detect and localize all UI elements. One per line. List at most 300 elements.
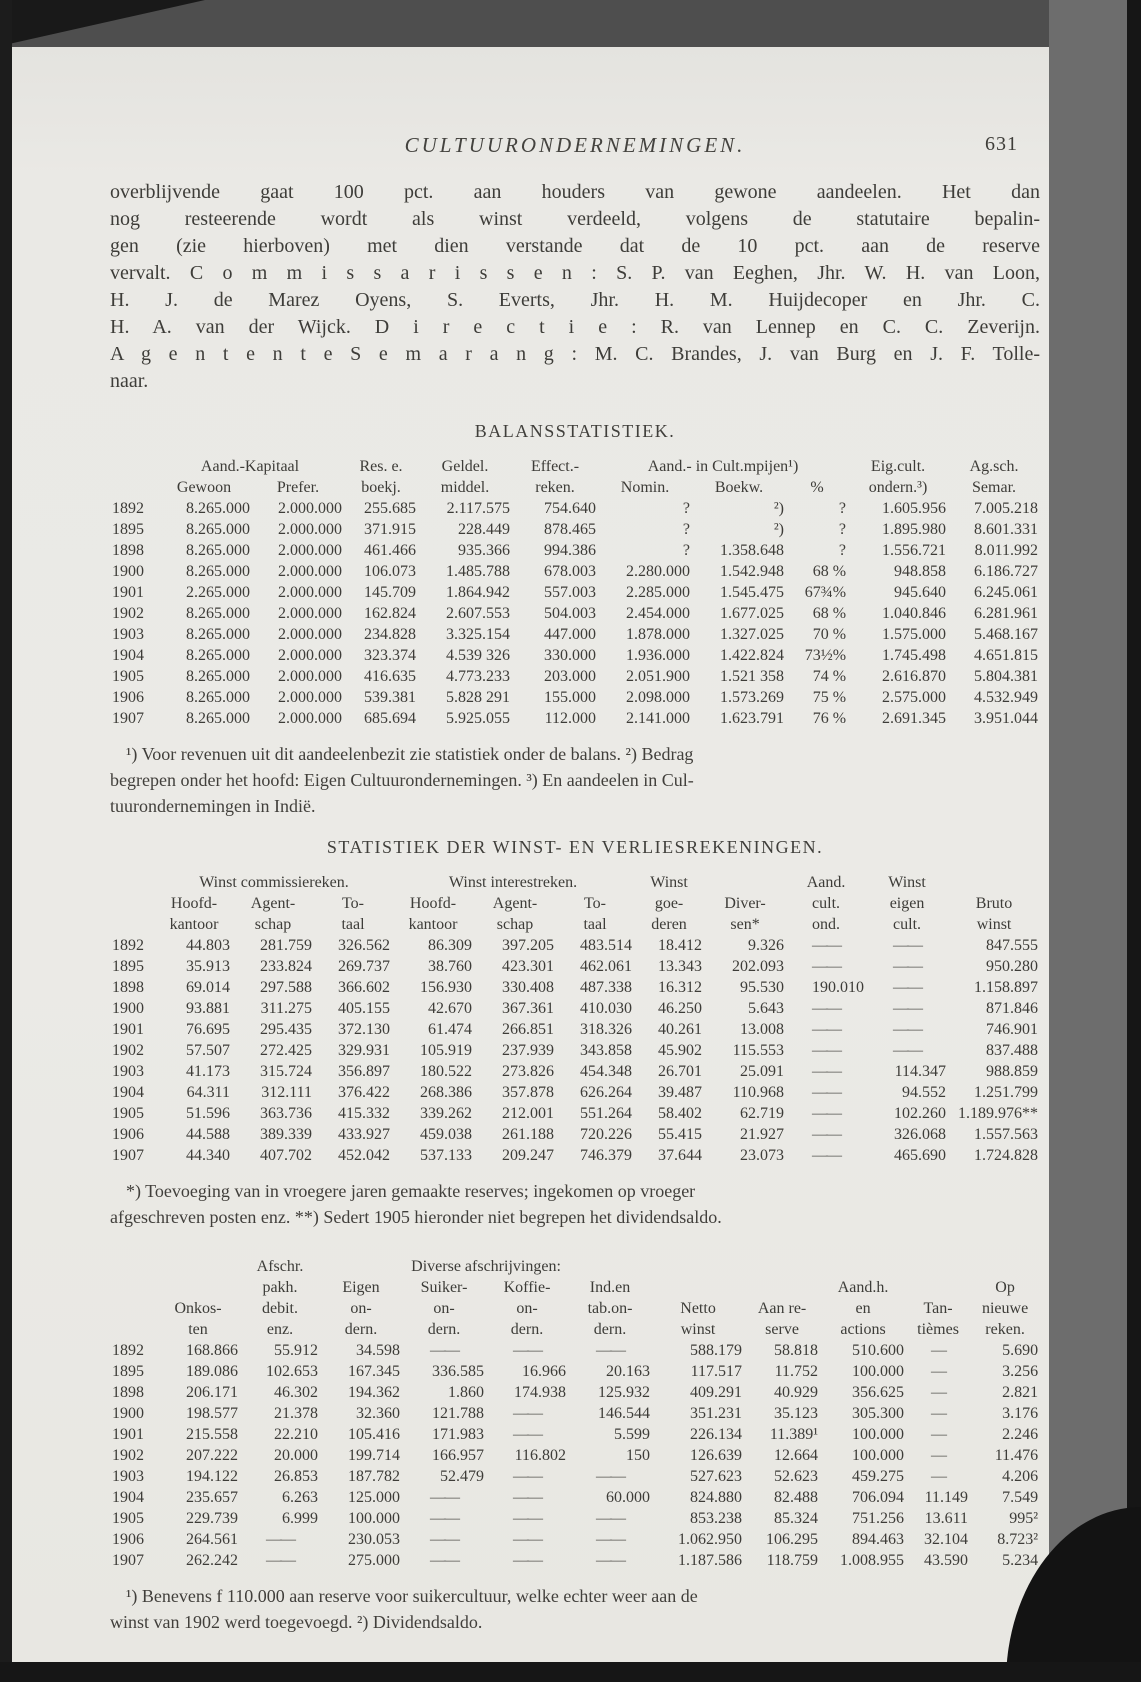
value-cell: 371.915 xyxy=(364,521,416,538)
value-cell: 12.664 xyxy=(774,1447,819,1464)
year-cell: 1892 xyxy=(112,500,144,517)
table-row xyxy=(110,708,1040,729)
value-cell: 1.251.799 xyxy=(974,1084,1039,1101)
year-cell: 1904 xyxy=(112,647,144,664)
value-cell: 433.927 xyxy=(338,1126,390,1143)
value-cell: 5.234 xyxy=(1002,1552,1039,1569)
value-cell: —— xyxy=(893,1000,922,1017)
value-cell: 264.561 xyxy=(186,1531,238,1548)
value-cell: 537.133 xyxy=(420,1147,472,1164)
value-cell: 110.968 xyxy=(732,1084,785,1101)
value-cell: 2.000.000 xyxy=(278,668,342,685)
column-header xyxy=(110,456,156,477)
value-cell: —— xyxy=(812,1042,841,1059)
value-cell: 73½% xyxy=(804,647,847,664)
value-cell: 945.640 xyxy=(894,584,947,601)
value-cell: —— xyxy=(893,979,922,996)
table-row xyxy=(110,519,1040,540)
value-cell: 233.824 xyxy=(260,958,312,975)
value-cell: 1.327.025 xyxy=(720,626,784,643)
column-header: cult. xyxy=(812,895,841,912)
value-cell: 326.562 xyxy=(338,937,390,954)
value-cell: 13.611 xyxy=(924,1510,969,1527)
afschrijvingen-table xyxy=(110,1256,1040,1571)
value-cell: 837.488 xyxy=(986,1042,1039,1059)
value-cell: 318.326 xyxy=(580,1021,633,1038)
column-header: Prefer. xyxy=(276,479,320,496)
value-cell: 187.782 xyxy=(348,1468,400,1485)
value-cell: 146.544 xyxy=(598,1405,651,1422)
column-header: Eigen xyxy=(342,1279,380,1296)
column-header xyxy=(110,914,156,935)
year-cell: 1898 xyxy=(112,979,144,996)
year-cell: 1901 xyxy=(112,1426,144,1443)
value-cell: 21.927 xyxy=(740,1126,785,1143)
value-cell: 20.163 xyxy=(606,1363,651,1380)
value-cell: 262.242 xyxy=(186,1552,238,1569)
value-cell: 1.358.648 xyxy=(720,542,784,559)
value-cell: 8.265.000 xyxy=(186,563,250,580)
value-cell: 1.557.563 xyxy=(974,1126,1039,1143)
value-cell: 68 % xyxy=(812,563,847,580)
table-row xyxy=(110,1529,1040,1550)
value-cell: 935.366 xyxy=(458,542,510,559)
value-cell: 82.488 xyxy=(774,1489,819,1506)
value-cell: 34.598 xyxy=(356,1342,400,1359)
column-header: Semar. xyxy=(972,479,1017,496)
value-cell: 336.585 xyxy=(432,1363,484,1380)
value-cell: 1.485.788 xyxy=(446,563,510,580)
year-cell: 1907 xyxy=(112,1147,144,1164)
scan-artifact-bottom-band xyxy=(0,1662,1141,1682)
table-row xyxy=(110,1082,1040,1103)
chapter-title: CULTUURONDERNEMINGEN. xyxy=(404,133,746,157)
value-cell: 70 % xyxy=(812,626,847,643)
value-cell: 11.389¹ xyxy=(769,1426,819,1443)
table-row xyxy=(110,977,1040,998)
value-cell: —— xyxy=(812,937,841,954)
value-cell: 9.326 xyxy=(748,937,785,954)
value-cell: 26.701 xyxy=(658,1063,703,1080)
column-header: Effect.- xyxy=(530,458,580,475)
value-cell: —— xyxy=(513,1489,541,1506)
table-row xyxy=(110,956,1040,977)
value-cell: 527.623 xyxy=(690,1468,743,1485)
column-header xyxy=(110,872,156,893)
value-cell: 363.736 xyxy=(260,1105,312,1122)
column-header: Geldel. xyxy=(441,458,489,475)
footnote-afschrijvingen xyxy=(110,1583,1040,1635)
value-cell: 102.260 xyxy=(894,1105,947,1122)
value-cell: 1.860 xyxy=(448,1384,484,1401)
table-row xyxy=(110,1061,1040,1082)
page-number: 631 xyxy=(985,133,1018,155)
value-cell: 51.596 xyxy=(186,1105,230,1122)
value-cell: 202.093 xyxy=(732,958,785,975)
paragraph-line: H. J. de Marez Oyens, S. Everts, Jhr. H. M. Huijdecoper en Jhr. C. xyxy=(110,289,1040,311)
value-cell: 43.590 xyxy=(924,1552,969,1569)
table-row xyxy=(110,1040,1040,1061)
column-header: on- xyxy=(516,1300,538,1317)
year-cell: 1892 xyxy=(112,1342,144,1359)
value-cell: 207.222 xyxy=(186,1447,238,1464)
value-cell: 2.141.000 xyxy=(626,710,690,727)
value-cell: 20.000 xyxy=(274,1447,318,1464)
value-cell: 100.000 xyxy=(852,1363,905,1380)
column-header: Res. e. xyxy=(359,458,403,475)
value-cell: —— xyxy=(430,1342,458,1359)
column-header: schap xyxy=(254,916,292,933)
value-cell: 64.311 xyxy=(186,1084,230,1101)
footnote-line: winst van 1902 werd toegevoegd. ²) Dividendsaldo. xyxy=(110,1612,483,1632)
table-row xyxy=(110,935,1040,956)
table-header-row xyxy=(110,1298,1040,1319)
value-cell: 326.068 xyxy=(894,1126,947,1143)
value-cell: 357.878 xyxy=(502,1084,554,1101)
value-cell: 539.381 xyxy=(364,689,416,706)
value-cell: 754.640 xyxy=(544,500,596,517)
value-cell: 35.913 xyxy=(186,958,230,975)
value-cell: 100.000 xyxy=(852,1426,905,1443)
column-header: actions xyxy=(840,1321,886,1338)
value-cell: 86.309 xyxy=(428,937,472,954)
year-cell: 1900 xyxy=(112,1000,144,1017)
value-cell: 405.155 xyxy=(338,1000,390,1017)
value-cell: —— xyxy=(513,1510,541,1527)
year-cell: 1906 xyxy=(112,1531,144,1548)
year-cell: 1900 xyxy=(112,1405,144,1422)
value-cell: 2.265.000 xyxy=(186,584,250,601)
value-cell: 272.425 xyxy=(260,1042,312,1059)
value-cell: 194.122 xyxy=(186,1468,238,1485)
column-header: To- xyxy=(584,895,606,912)
column-header: sen* xyxy=(730,916,760,933)
book-page xyxy=(12,47,1056,1664)
column-header: on- xyxy=(433,1300,455,1317)
table-row xyxy=(110,540,1040,561)
column-header: ond. xyxy=(812,916,841,933)
value-cell: —— xyxy=(812,1126,841,1143)
column-header: en xyxy=(855,1300,871,1317)
year-cell: 1902 xyxy=(112,1447,144,1464)
value-cell: 75 % xyxy=(812,689,847,706)
value-cell: 410.030 xyxy=(580,1000,633,1017)
value-cell: 52.479 xyxy=(440,1468,484,1485)
paragraph-line: gen (zie hierboven) met dien verstande dat de 10 pct. aan de reserve xyxy=(110,235,1040,257)
value-cell: —— xyxy=(513,1552,541,1569)
value-cell: 52.623 xyxy=(774,1468,819,1485)
body-paragraph xyxy=(110,179,1040,395)
value-cell: 1.745.498 xyxy=(882,647,947,664)
column-header: Diverse afschrijvingen: xyxy=(411,1258,561,1275)
value-cell: 167.345 xyxy=(348,1363,400,1380)
value-cell: —— xyxy=(812,1063,841,1080)
value-cell: 330.000 xyxy=(544,647,596,664)
value-cell: 356.625 xyxy=(852,1384,905,1401)
value-cell: 5.643 xyxy=(748,1000,785,1017)
value-cell: —— xyxy=(812,958,841,975)
value-cell: 40.929 xyxy=(774,1384,819,1401)
value-cell: 1.542.948 xyxy=(720,563,784,580)
value-cell: 1.677.025 xyxy=(720,605,784,622)
value-cell: 23.073 xyxy=(740,1147,785,1164)
column-header: middel. xyxy=(440,479,490,496)
value-cell: 8.265.000 xyxy=(186,542,250,559)
value-cell: 4.532.949 xyxy=(974,689,1039,706)
value-cell: 1.062.950 xyxy=(678,1531,743,1548)
value-cell: 1.008.955 xyxy=(840,1552,905,1569)
value-cell: 295.435 xyxy=(260,1021,312,1038)
section-title-balansstatistiek: BALANSSTATISTIEK. xyxy=(474,421,676,441)
value-cell: ? xyxy=(682,500,690,517)
value-cell: 459.038 xyxy=(420,1126,472,1143)
value-cell: ? xyxy=(838,521,847,538)
value-cell: 8.601.331 xyxy=(974,521,1039,538)
value-cell: 155.000 xyxy=(544,689,596,706)
value-cell: 751.256 xyxy=(852,1510,905,1527)
value-cell: 2.000.000 xyxy=(278,563,342,580)
value-cell: 199.714 xyxy=(348,1447,400,1464)
value-cell: 106.295 xyxy=(766,1531,819,1548)
value-cell: 105.919 xyxy=(420,1042,472,1059)
table-header-row xyxy=(110,1319,1040,1340)
value-cell: 416.635 xyxy=(364,668,416,685)
value-cell: 1.422.824 xyxy=(720,647,784,664)
value-cell: 1.575.000 xyxy=(882,626,947,643)
value-cell: 367.361 xyxy=(502,1000,554,1017)
value-cell: 21.378 xyxy=(274,1405,318,1422)
value-cell: 2.616.870 xyxy=(882,668,947,685)
value-cell: 372.130 xyxy=(338,1021,390,1038)
value-cell: —— xyxy=(596,1531,625,1548)
footnote-line: *) Toevoeging van in vroegere jaren gemaakte reserves; ingekomen op vroeger xyxy=(126,1181,696,1201)
table-row xyxy=(110,687,1040,708)
column-header: Aand.-Kapitaal xyxy=(200,458,300,475)
value-cell: 255.685 xyxy=(364,500,416,517)
column-header: enz. xyxy=(266,1321,294,1338)
value-cell: 2.000.000 xyxy=(278,521,342,538)
year-cell: 1905 xyxy=(112,1510,144,1527)
value-cell: 266.851 xyxy=(502,1021,554,1038)
year-cell: 1904 xyxy=(112,1084,144,1101)
value-cell: 5.468.167 xyxy=(974,626,1039,643)
value-cell: 7.005.218 xyxy=(974,500,1039,517)
column-header: Ag.sch. xyxy=(969,458,1019,475)
value-cell: —— xyxy=(812,1147,841,1164)
column-header: reken. xyxy=(985,1321,1025,1338)
column-header: % xyxy=(810,479,824,496)
column-header: winst xyxy=(976,916,1012,933)
value-cell: 228.449 xyxy=(458,521,510,538)
value-cell: 156.930 xyxy=(420,979,472,996)
value-cell: 69.014 xyxy=(186,979,230,996)
value-cell: 409.291 xyxy=(690,1384,743,1401)
value-cell: 125.932 xyxy=(598,1384,651,1401)
column-header: To- xyxy=(342,895,364,912)
footnote-line: afgeschreven posten enz. **) Sedert 1905 hieronder niet begrepen het dividendsaldo. xyxy=(110,1207,722,1227)
value-cell: 948.858 xyxy=(894,563,947,580)
value-cell: —— xyxy=(812,1105,841,1122)
value-cell: 847.555 xyxy=(986,937,1039,954)
running-head xyxy=(110,133,1040,159)
value-cell: 38.760 xyxy=(428,958,472,975)
value-cell: 329.931 xyxy=(338,1042,390,1059)
column-header: Op xyxy=(995,1279,1015,1296)
value-cell: 67¾% xyxy=(804,584,847,601)
value-cell: 305.300 xyxy=(852,1405,905,1422)
value-cell: 235.657 xyxy=(186,1489,238,1506)
value-cell: — xyxy=(931,1363,946,1380)
value-cell: 2.051.900 xyxy=(626,668,690,685)
value-cell: 102.653 xyxy=(266,1363,318,1380)
footnote-line: tuurondernemingen in Indië. xyxy=(110,796,316,816)
year-cell: 1907 xyxy=(112,710,144,727)
table-row xyxy=(110,1508,1040,1529)
value-cell: 366.602 xyxy=(338,979,390,996)
value-cell: 2.000.000 xyxy=(278,689,342,706)
column-header xyxy=(652,1256,1040,1277)
value-cell: 2.000.000 xyxy=(278,542,342,559)
value-cell: 190.010 xyxy=(812,979,865,996)
value-cell: 230.053 xyxy=(348,1531,400,1548)
value-cell: 281.759 xyxy=(260,937,312,954)
value-cell: 44.588 xyxy=(186,1126,230,1143)
value-cell: 8.011.992 xyxy=(974,542,1039,559)
table-header-row xyxy=(110,477,1040,498)
value-cell: 145.709 xyxy=(364,584,416,601)
value-cell: 343.858 xyxy=(580,1042,633,1059)
paragraph-line: overblijvende gaat 100 pct. aan houders van gewone aandeelen. Het dan xyxy=(110,181,1040,203)
column-header: Winst xyxy=(888,874,926,891)
value-cell: 55.912 xyxy=(274,1342,318,1359)
year-cell: 1906 xyxy=(112,1126,144,1143)
value-cell: 397.205 xyxy=(502,937,554,954)
table-row xyxy=(110,1466,1040,1487)
value-cell: 116.802 xyxy=(514,1447,566,1464)
column-header: pakh. xyxy=(262,1279,298,1296)
value-cell: 13.343 xyxy=(658,958,703,975)
table-row xyxy=(110,1487,1040,1508)
table-row xyxy=(110,603,1040,624)
value-cell: 2.246 xyxy=(1002,1426,1039,1443)
column-header: kantoor xyxy=(408,916,458,933)
column-header: Eig.cult. xyxy=(870,458,926,475)
value-cell: 226.134 xyxy=(690,1426,743,1443)
column-header xyxy=(110,477,156,498)
column-header: winst xyxy=(680,1321,716,1338)
value-cell: 46.250 xyxy=(658,1000,703,1017)
value-cell: 41.173 xyxy=(186,1063,230,1080)
value-cell: 112.000 xyxy=(544,710,596,727)
table-row xyxy=(110,498,1040,519)
table-row xyxy=(110,624,1040,645)
column-header: Koffie- xyxy=(503,1279,551,1296)
value-cell: 5.828 291 xyxy=(446,689,510,706)
value-cell: 13.008 xyxy=(740,1021,785,1038)
value-cell: 1.936.000 xyxy=(626,647,690,664)
value-cell: 2.000.000 xyxy=(278,605,342,622)
value-cell: 44.803 xyxy=(186,937,230,954)
column-header: Gewoon xyxy=(176,479,232,496)
column-header: ondern.³) xyxy=(868,479,928,496)
value-cell: 626.264 xyxy=(580,1084,633,1101)
value-cell: 1.724.828 xyxy=(974,1147,1039,1164)
value-cell: 2.575.000 xyxy=(882,689,947,706)
year-cell: 1903 xyxy=(112,626,144,643)
value-cell: —— xyxy=(893,1042,922,1059)
column-header: taal xyxy=(341,916,365,933)
value-cell: 5.690 xyxy=(1002,1342,1039,1359)
value-cell: 1.521 358 xyxy=(720,668,784,685)
value-cell: — xyxy=(931,1426,946,1443)
paragraph-line: A g e n t e n t e S e m a r a n g : M. C. Brandes, J. van Burg en J. F. Tolle- xyxy=(110,343,1040,365)
table-row xyxy=(110,998,1040,1019)
value-cell: 339.262 xyxy=(420,1105,472,1122)
value-cell: 100.000 xyxy=(852,1447,905,1464)
value-cell: 76 % xyxy=(812,710,847,727)
value-cell: 588.179 xyxy=(690,1342,743,1359)
table-row xyxy=(110,1403,1040,1424)
value-cell: —— xyxy=(430,1489,458,1506)
value-cell: 1.040.846 xyxy=(882,605,947,622)
value-cell: 46.302 xyxy=(274,1384,318,1401)
value-cell: 459.275 xyxy=(852,1468,905,1485)
year-cell: 1905 xyxy=(112,668,144,685)
value-cell: 166.957 xyxy=(432,1447,484,1464)
value-cell: — xyxy=(931,1342,946,1359)
value-cell: 407.702 xyxy=(260,1147,312,1164)
column-header: Netto xyxy=(680,1300,716,1317)
column-header: Boekw. xyxy=(714,479,764,496)
value-cell: 95.530 xyxy=(740,979,785,996)
table-row xyxy=(110,1145,1040,1166)
value-cell: 720.226 xyxy=(580,1126,633,1143)
value-cell: 16.312 xyxy=(658,979,703,996)
column-header: Afschr. xyxy=(256,1258,304,1275)
value-cell: 685.694 xyxy=(364,710,416,727)
column-header: debit. xyxy=(262,1300,298,1317)
value-cell: 2.000.000 xyxy=(278,500,342,517)
value-cell: 194.362 xyxy=(348,1384,400,1401)
value-cell: 1.895.980 xyxy=(882,521,947,538)
value-cell: 4.206 xyxy=(1002,1468,1039,1485)
value-cell: 16.966 xyxy=(522,1363,566,1380)
value-cell: 215.558 xyxy=(186,1426,238,1443)
column-header: Tan- xyxy=(923,1300,953,1317)
value-cell: 42.670 xyxy=(428,1000,472,1017)
value-cell: 44.340 xyxy=(186,1147,230,1164)
column-header: Aand. xyxy=(806,874,846,891)
table-row xyxy=(110,645,1040,666)
table-header-row xyxy=(110,1256,1040,1277)
year-cell: 1902 xyxy=(112,1042,144,1059)
column-header xyxy=(948,872,1040,893)
column-header: dern. xyxy=(427,1321,461,1338)
column-header: Aan re- xyxy=(757,1300,807,1317)
table-row xyxy=(110,1382,1040,1403)
column-header: Ind.en xyxy=(589,1279,631,1296)
footnote-line: begrepen onder het hoofd: Eigen Cultuurondernemingen. ³) En aandeelen in Cul- xyxy=(110,770,694,790)
value-cell: 8.265.000 xyxy=(186,521,250,538)
value-cell: 174.938 xyxy=(514,1384,566,1401)
value-cell: —— xyxy=(430,1510,458,1527)
value-cell: 171.983 xyxy=(432,1426,484,1443)
value-cell: 11.149 xyxy=(924,1489,969,1506)
value-cell: 26.853 xyxy=(274,1468,318,1485)
value-cell: 7.549 xyxy=(1002,1489,1039,1506)
year-cell: 1906 xyxy=(112,689,144,706)
value-cell: 8.265.000 xyxy=(186,668,250,685)
